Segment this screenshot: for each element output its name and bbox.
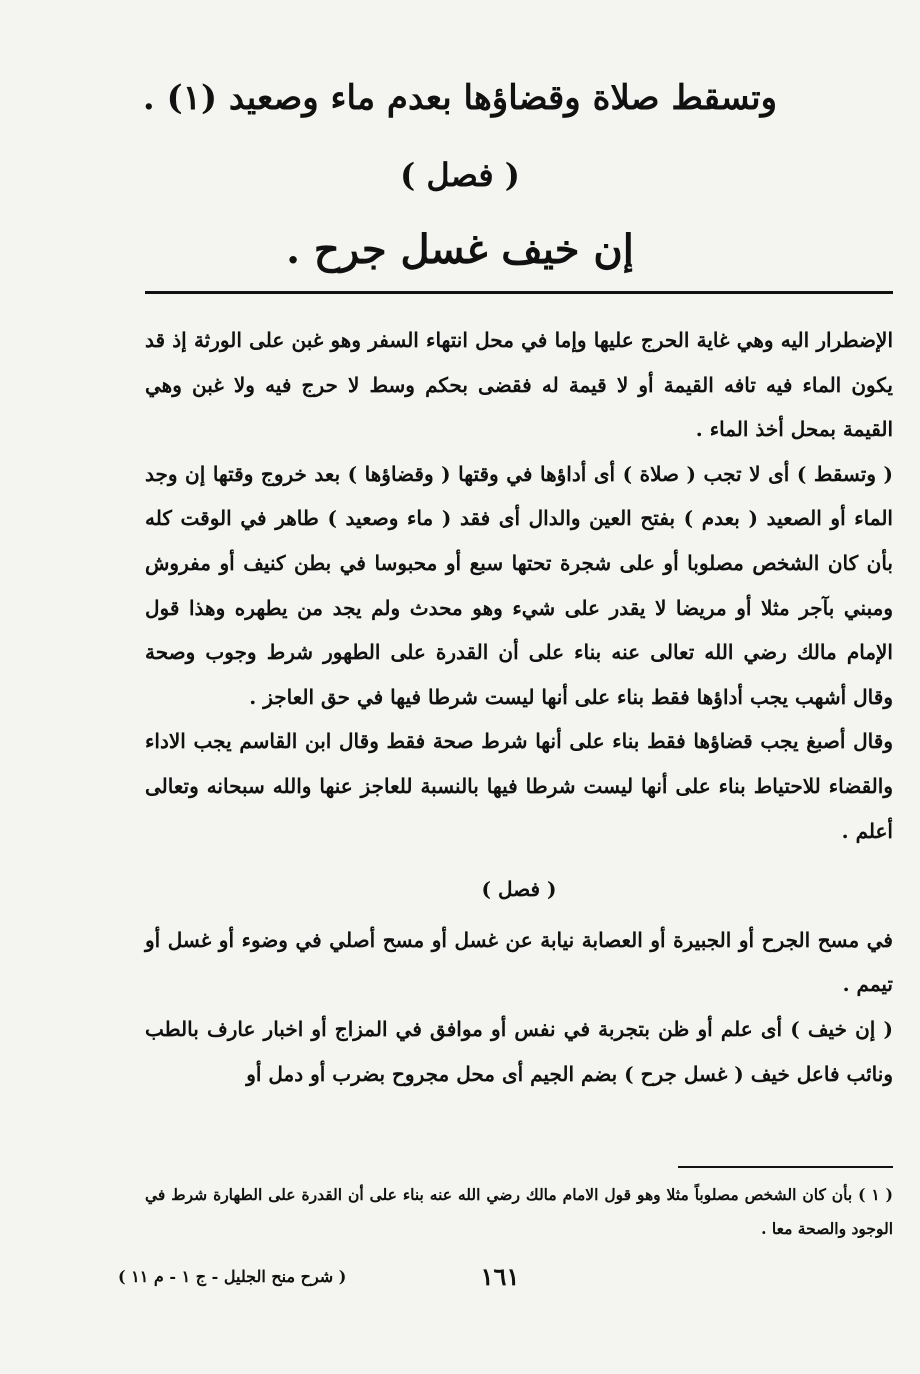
footnote-separator-rule bbox=[678, 1166, 893, 1168]
matn-line-3: إن خيف غسل جرح . bbox=[286, 226, 634, 273]
commentary-paragraph-2: ( وتسقط ) أى لا تجب ( صلاة ) أى أداؤها في وقتها ( وقضاؤها ) بعد خروج وقتها إن وجد الماء أو الصعيد ( بعدم ) بفتح العين والدال أى فقد ( ماء وصعيد ) طاهر في الوقت كله بأن كان الشخص مصلوبا أو على شجرة تحتها سبع أو محبوسا في بطن كنيف أو مفروش ومبني بآجر مثلا أو مريضا لا يقدر على شيء وهو محدث ولم يجد من يطهره وهذا قول الإمام مالك رضي الله تعالى عنه بناء على أن القدرة على الطهور شرط وجوب وصحة وقال أشهب يجب أداؤها فقط بناء على أنها ليست شرطا فيها في حق العاجز . bbox=[145, 461, 893, 709]
printer-signature: ( شرح منح الجليل - ج ١ - م ١١ ) bbox=[118, 1267, 347, 1286]
footnote bbox=[145, 1178, 893, 1246]
matn-separator-rule bbox=[145, 291, 893, 294]
matn-line-1: وتسقط صلاة وقضاؤها بعدم ماء وصعيد (١) . bbox=[142, 78, 778, 118]
commentary-body bbox=[145, 318, 893, 1096]
matn-section-heading: ( فصل ) bbox=[400, 156, 520, 194]
commentary-paragraph-4: في مسح الجرح أو الجبيرة أو العصابة نيابة عن غسل أو مسح أصلي في وضوء أو غسل أو تيمم . bbox=[145, 927, 893, 997]
commentary-paragraph-3: وقال أصبغ يجب قضاؤها فقط بناء على أنها شرط صحة فقط وقال ابن القاسم يجب الاداء والقضاء للاحتياط بناء على أنها ليست شرطا فيها بالنسبة للعاجز عنها والله سبحانه وتعالى أعلم . bbox=[145, 729, 893, 843]
commentary-paragraph-1: الإضطرار اليه وهي غاية الحرج عليها وإما في محل انتهاء السفر وهو غبن على الورثة إذ قد يكون الماء فيه تافه القيمة أو لا قيمة له فقضى بحكم وسط لا حرج فيه ولا غبن وهي القيمة بمحل أخذ الماء . bbox=[145, 328, 893, 442]
section-title: ( فصل ) bbox=[481, 877, 557, 902]
page-number: ١٦١ bbox=[480, 1262, 520, 1291]
commentary-paragraph-5: ( إن خيف ) أى علم أو ظن بتجربة في نفس أو موافق في المزاج أو اخبار عارف بالطب ونائب فاعل خيف ( غسل جرح ) بضم الجيم أى محل مجروح بضرب أو دمل أو bbox=[145, 1016, 893, 1086]
footnote-text: ( ١ ) بأن كان الشخص مصلوباً مثلا وهو قول الامام مالك رضي الله عنه بناء على أن القدرة على الطهارة شرط في الوجود والصحة معا . bbox=[145, 1185, 894, 1238]
